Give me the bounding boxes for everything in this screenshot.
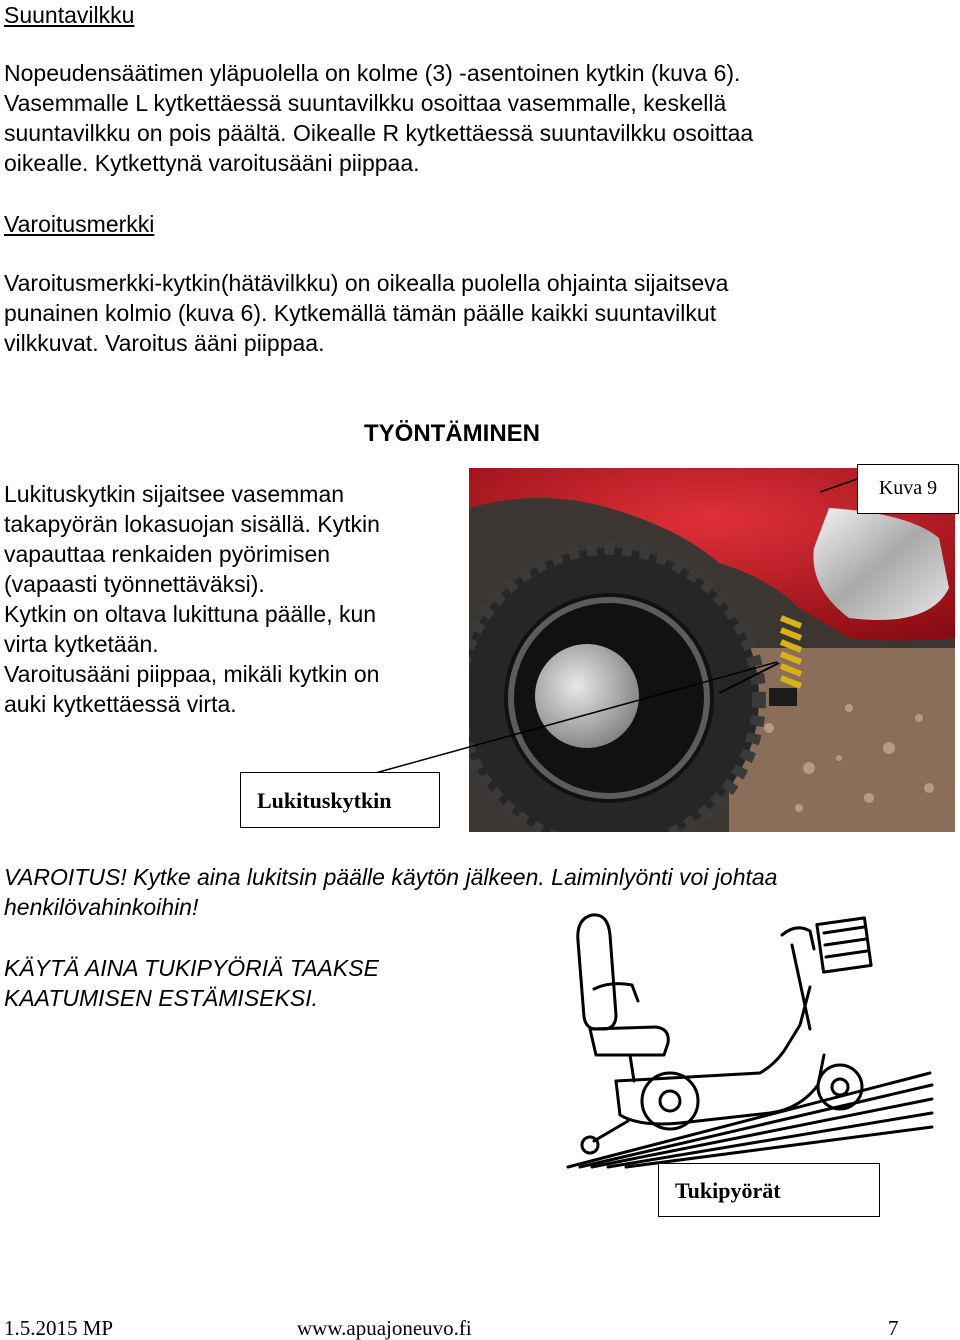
text-line: vapauttaa renkaiden pyörimisen [4,541,331,567]
text-line: KÄYTÄ AINA TUKIPYÖRIÄ TAAKSE [4,955,379,981]
text-line: takapyörän lokasuojan sisällä. Kytkin [4,511,380,537]
heading-varoitusmerkki: Varoitusmerkki [4,211,155,237]
section-title-tyontaminen: TYÖNTÄMINEN [364,420,540,447]
lock-switch-label: Lukituskytkin [240,772,440,828]
text-line: oikealle. Kytkettynä varoitusääni piippaa. [4,150,420,176]
text-line: punainen kolmio (kuva 6). Kytkemällä tämän päälle kaikki suuntavilkut [4,300,717,326]
footer-date: 1.5.2015 MP [4,1316,114,1340]
text-line: auki kytkettäessä virta. [4,691,237,717]
text-line: suuntavilkku on pois päältä. Oikealle R kytkettäessä suuntavilkku osoittaa [4,120,754,146]
heading-suuntavilkku: Suuntavilkku [4,2,135,28]
text-line: VAROITUS! Kytke aina lukitsin päälle käytön jälkeen. Laiminlyönti voi johtaa [4,864,778,890]
text-line: vilkkuvat. Varoitus ääni piippaa. [4,330,325,356]
text-line: (vapaasti työnnettäväksi). [4,571,265,597]
text-line: KAATUMISEN ESTÄMISEKSI. [4,985,318,1011]
kuva-9-label: Kuva 9 [857,464,959,514]
text-line: Kytkin on oltava lukittuna päälle, kun [4,601,377,627]
text-line: henkilövahinkoihin! [4,894,199,920]
support-wheel-instruction [4,953,504,1013]
text-line: Lukituskytkin sijaitsee vasemman [4,481,345,507]
footer-page-number: 7 [888,1316,899,1340]
footer-url[interactable]: www.apuajoneuvo.fi [297,1316,472,1340]
support-wheels-label: Tukipyörät [658,1163,880,1217]
text-line: Varoitusääni piippaa, mikäli kytkin on [4,661,380,687]
text-line: Nopeudensäätimen yläpuolella on kolme (3) -asentoinen kytkin (kuva 6). [4,60,741,86]
text-line: Varoitusmerkki-kytkin(hätävilkku) on oikealla puolella ohjainta sijaitseva [4,270,729,296]
scooter-drawing [560,905,950,1175]
text-line: virta kytketään. [4,631,159,657]
text-line: Vasemmalle L kytkettäessä suuntavilkku osoittaa vasemmalle, keskellä [4,90,727,116]
